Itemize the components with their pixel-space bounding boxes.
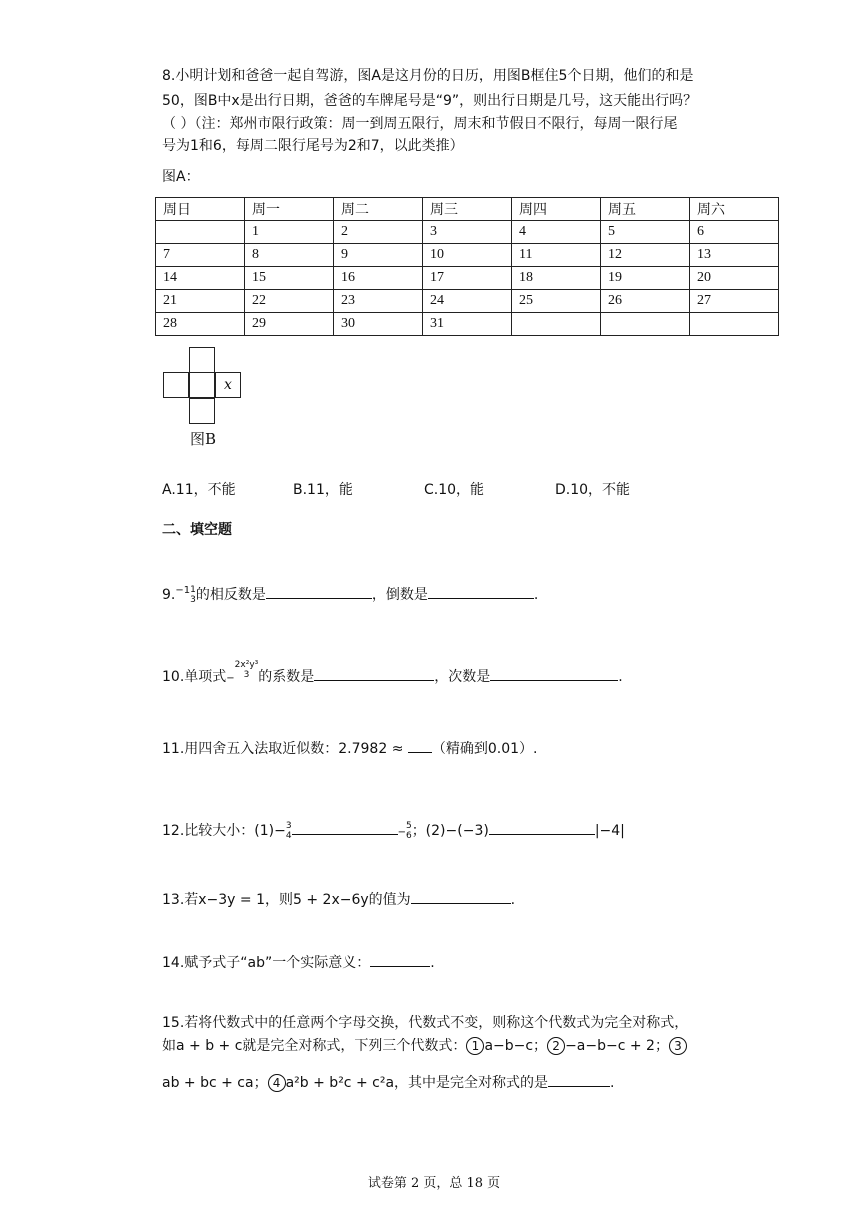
calendar-header-cell: 周四 — [512, 198, 601, 221]
q15-blank[interactable] — [548, 1070, 610, 1087]
calendar-cell: 19 — [601, 267, 690, 290]
q11-text1: 11.用四舍五入法取近似数：2.7982 ≈ — [162, 741, 404, 757]
q9-end: . — [533, 587, 539, 603]
q10-text2: ，次数是 — [434, 669, 491, 685]
q10-end: . — [618, 669, 623, 685]
calendar-cell: 18 — [512, 267, 601, 290]
calendar-cell: 7 — [156, 244, 245, 267]
calendar-row — [156, 244, 779, 267]
q12-prefix: 12.比较大小：(1)− — [162, 823, 286, 839]
calendar-cell: 28 — [156, 313, 245, 336]
calendar-header-cell: 周五 — [601, 198, 690, 221]
q9 — [162, 580, 538, 606]
q12-minus2: − — [397, 827, 406, 838]
calendar-header-cell: 周二 — [334, 198, 423, 221]
q15-expr4: a²b + b²c + c²a，其中是完全对称式的是 — [285, 1075, 549, 1091]
calendar-cell: 8 — [245, 244, 334, 267]
calendar-cell — [690, 313, 779, 336]
q11-text2: （精确到0.01）. — [431, 741, 538, 757]
calendar-cell: 12 — [601, 244, 690, 267]
option-a: A.11，不能 — [162, 482, 236, 498]
calendar-cell: 30 — [334, 313, 423, 336]
q9-minus: −1 — [175, 585, 191, 596]
fig-b-cell-x — [215, 372, 241, 398]
fig-b-cell-bottom — [189, 398, 215, 424]
calendar-cell: 22 — [245, 290, 334, 313]
section-title: 二、填空题 — [162, 522, 232, 538]
q11-blank[interactable] — [408, 736, 432, 753]
calendar-cell: 15 — [245, 267, 334, 290]
q10-fraction — [235, 660, 259, 680]
calendar-cell: 29 — [245, 313, 334, 336]
q12-f1-num: 3 — [285, 821, 292, 831]
calendar-cell: 21 — [156, 290, 245, 313]
circled-4-icon: 4 — [268, 1074, 286, 1092]
q12-f2-num: 5 — [405, 821, 412, 831]
option-c: C.10，能 — [424, 482, 485, 498]
q14 — [162, 950, 435, 974]
q14-end: . — [430, 955, 435, 971]
q10-frac-num: 2x²y³ — [234, 660, 259, 670]
q10-minus: − — [226, 673, 235, 684]
circled-2-icon: 2 — [547, 1037, 565, 1055]
fig-b-cell-left — [163, 372, 189, 398]
q12 — [162, 818, 625, 844]
q12-mid: ；(2)−(−3) — [411, 823, 489, 839]
q9-frac-num: 1 — [190, 585, 196, 595]
calendar-table — [155, 197, 779, 336]
calendar-cell: 6 — [690, 221, 779, 244]
q12-blank-1[interactable] — [292, 818, 398, 835]
calendar-cell: 4 — [512, 221, 601, 244]
q12-end: |−4| — [594, 823, 625, 839]
page-footer: 试卷第 2 页，总 18 页 — [367, 1176, 501, 1191]
calendar-cell: 1 — [245, 221, 334, 244]
calendar-cell: 14 — [156, 267, 245, 290]
calendar-header-cell: 周六 — [690, 198, 779, 221]
calendar-row — [156, 313, 779, 336]
q15-end: . — [610, 1075, 615, 1091]
calendar-row — [156, 290, 779, 313]
q12-blank-2[interactable] — [489, 818, 595, 835]
calendar-cell: 24 — [423, 290, 512, 313]
fig-b-label: 图B — [190, 430, 217, 448]
calendar-cell — [601, 313, 690, 336]
q9-blank-2[interactable] — [428, 582, 534, 599]
q13-text1: 13.若x−3y = 1，则5 + 2x−6y的值为 — [162, 892, 411, 908]
calendar-cell — [512, 313, 601, 336]
calendar-cell: 25 — [512, 290, 601, 313]
calendar-cell: 17 — [423, 267, 512, 290]
fig-a-label: 图A： — [162, 169, 200, 185]
calendar-cell: 27 — [690, 290, 779, 313]
calendar-cell: 16 — [334, 267, 423, 290]
q9-text2: ，倒数是 — [371, 587, 428, 603]
q10-prefix: 10.单项式 — [162, 669, 227, 685]
calendar-cell: 13 — [690, 244, 779, 267]
q15-line2-text: 如a + b + c就是完全对称式，下列三个代数式： — [162, 1038, 467, 1054]
q9-num: 9. — [162, 587, 176, 603]
calendar-cell: 5 — [601, 221, 690, 244]
q8-line2: 50，图B中x是出行日期，爸爸的车牌尾号是“9”，则出行日期是几号，这天能出行吗？ — [162, 93, 698, 109]
q15-line1: 15.若将代数式中的任意两个字母交换，代数式不变，则称这个代数式为完全对称式， — [162, 1015, 689, 1031]
q14-text1: 14.赋予式子“ab”一个实际意义： — [162, 955, 371, 971]
calendar-cell: 26 — [601, 290, 690, 313]
q8-line4: 号为1和6，每周二限行尾号为2和7，以此类推） — [162, 138, 464, 154]
calendar-row — [156, 221, 779, 244]
q11 — [162, 736, 538, 760]
calendar-cell: 11 — [512, 244, 601, 267]
circled-1-icon: 1 — [466, 1037, 484, 1055]
option-b: B.11，能 — [293, 482, 353, 498]
calendar-header-cell: 周三 — [423, 198, 512, 221]
calendar-cell: 2 — [334, 221, 423, 244]
q13 — [162, 887, 515, 911]
q9-frac-den: 3 — [190, 595, 196, 605]
q12-f1-den: 4 — [285, 831, 292, 841]
q8-line1: 8.小明计划和爸爸一起自驾游，图A是这月份的日历，用图B框住5个日期，他们的和是 — [162, 68, 694, 84]
q9-text1: 的相反数是 — [195, 587, 266, 603]
calendar-cell: 9 — [334, 244, 423, 267]
q10 — [162, 660, 623, 690]
calendar-header-row — [156, 198, 779, 221]
fig-b-cell-center — [189, 372, 215, 398]
q15-expr2: −a−b−c + 2； — [565, 1038, 669, 1054]
calendar-cell — [156, 221, 245, 244]
fig-b-x-label: x — [224, 377, 232, 393]
calendar-cell: 23 — [334, 290, 423, 313]
q10-blank-1[interactable] — [314, 664, 434, 681]
calendar-cell: 3 — [423, 221, 512, 244]
circled-3-icon: 3 — [669, 1037, 687, 1055]
q10-frac-den: 3 — [243, 670, 250, 680]
calendar-cell: 20 — [690, 267, 779, 290]
fig-b-cell-top — [189, 347, 215, 373]
q10-text1: 的系数是 — [258, 669, 315, 685]
q15-expr3: ab + bc + ca； — [162, 1075, 268, 1091]
calendar-row — [156, 267, 779, 290]
q14-blank[interactable] — [370, 950, 430, 967]
q8-line3: （ ）（注：郑州市限行政策：周一到周五限行，周末和节假日不限行，每周一限行尾 — [162, 116, 678, 132]
calendar-cell: 31 — [423, 313, 512, 336]
q9-blank-1[interactable] — [266, 582, 372, 599]
q10-blank-2[interactable] — [490, 664, 618, 681]
q12-f2-den: 6 — [405, 831, 412, 841]
option-d: D.10，不能 — [555, 482, 631, 498]
calendar-header-cell: 周一 — [245, 198, 334, 221]
q13-end: . — [510, 892, 516, 908]
calendar-cell: 10 — [423, 244, 512, 267]
q13-blank[interactable] — [411, 887, 511, 904]
q15-expr1: a−b−c； — [484, 1038, 548, 1054]
q15-line3 — [162, 1070, 614, 1094]
calendar-header-cell: 周日 — [156, 198, 245, 221]
q15-line2 — [162, 1035, 687, 1057]
